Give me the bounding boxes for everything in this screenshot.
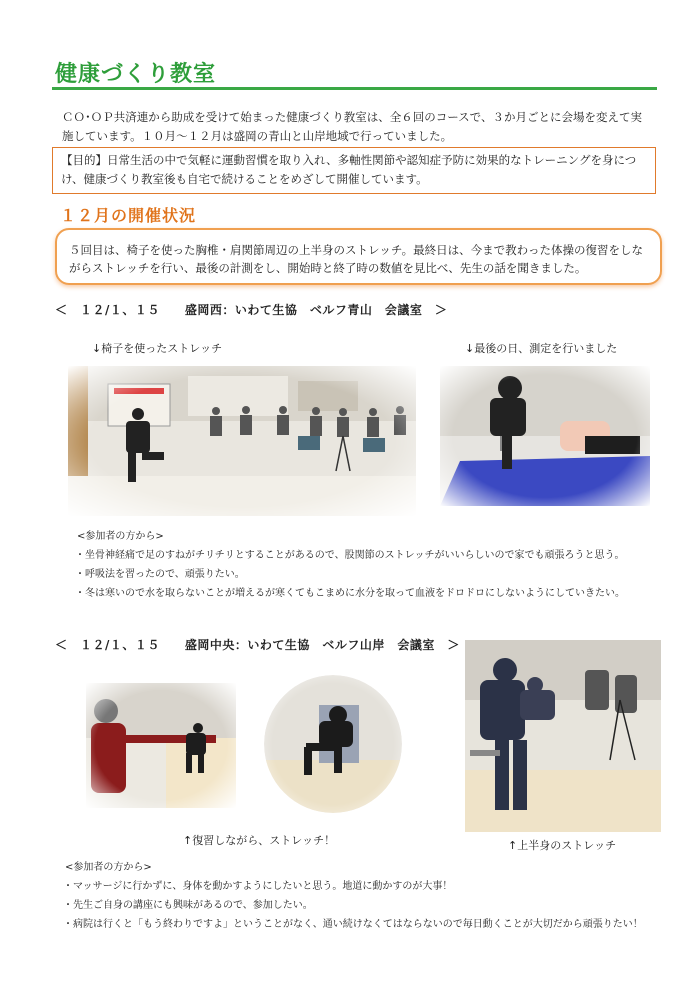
session2-voice-item: ・マッサージに行かずに、身体を動かすようにしたいと思う。地道に動かすのが大事！ xyxy=(63,881,453,892)
session1-voices xyxy=(75,527,625,603)
session2-voice-item: ・先生ご自身の講座にも興味があるので、参加したい。 xyxy=(63,900,313,911)
session1-voice-item: ・冬は寒いので水を取らないことが増えるが寒くてもこまめに水分を取って血液をドロドロにしないようにしていきたい。 xyxy=(75,588,625,599)
session2-voice-item: ・病院は行くと「もう終わりですよ」ということがなく、通い続けなくてはならないので毎日動くことが大切だから頑張りたい！ xyxy=(63,919,643,930)
purpose-box: 【目的】日常生活の中で気軽に運動習慣を取り入れ、多軸性関節や認知症予防に効果的なトレーニングを身につけ、健康づくり教室後も自宅で続けることをめざして開催しています。 xyxy=(52,147,656,194)
chair-stretch-photo xyxy=(68,366,416,516)
session2-caption-review: ↑復習しながら、ストレッチ！ xyxy=(183,834,336,847)
session1-caption-chair-stretch: ↓椅子を使ったストレッチ xyxy=(92,342,223,355)
session1-heading: ＜ １２/１、１５ 盛岡西：いわて生協 ベルフ青山 会議室 ＞ xyxy=(55,303,448,317)
review-stretch-photo xyxy=(86,683,236,808)
review-circle-photo xyxy=(264,675,402,813)
session2-voices-heading: <参加者の方から> xyxy=(65,862,152,873)
status-summary-box: ５回目は、椅子を使った胸椎・肩関節周辺の上半身のストレッチ。最終日は、今まで教わった体操の復習をしながらストレッチを行い、最後の計測をし、開始時と終了時の数値を見比べ、先生の話を聞きました。 xyxy=(55,228,662,285)
session2-voices xyxy=(63,858,643,934)
page-title: 健康づくり教室 xyxy=(55,62,217,87)
section-title: １２月の開催状況 xyxy=(60,206,197,225)
upper-body-stretch-photo xyxy=(465,640,661,832)
session1-caption-measurement: ↓最後の日、測定を行いました xyxy=(465,342,618,355)
session1-voice-item: ・坐骨神経痛で足のすねがチリチリとすることがあるので、股関節のストレッチがいいらしいので家でも頑張ろうと思う。 xyxy=(75,550,625,561)
session2-heading: ＜ １２/１、１５ 盛岡中央：いわて生協 ベルフ山岸 会議室 ＞ xyxy=(55,638,460,652)
session1-voices-heading: <参加者の方から> xyxy=(77,531,164,542)
session1-voice-item: ・呼吸法を習ったので、頑張りたい。 xyxy=(75,569,245,580)
intro-paragraph: ＣＯ･ＯＰ共済連から助成を受けて始まった健康づくり教室は、全６回のコースで、３か月ごとに会場を変えて実施しています。１０月～１２月は盛岡の青山と山岸地域で行っていました。 xyxy=(62,110,642,143)
session2-caption-upper-body: ↑上半身のストレッチ xyxy=(508,839,617,852)
title-divider xyxy=(52,87,657,90)
measurement-photo xyxy=(440,366,650,506)
